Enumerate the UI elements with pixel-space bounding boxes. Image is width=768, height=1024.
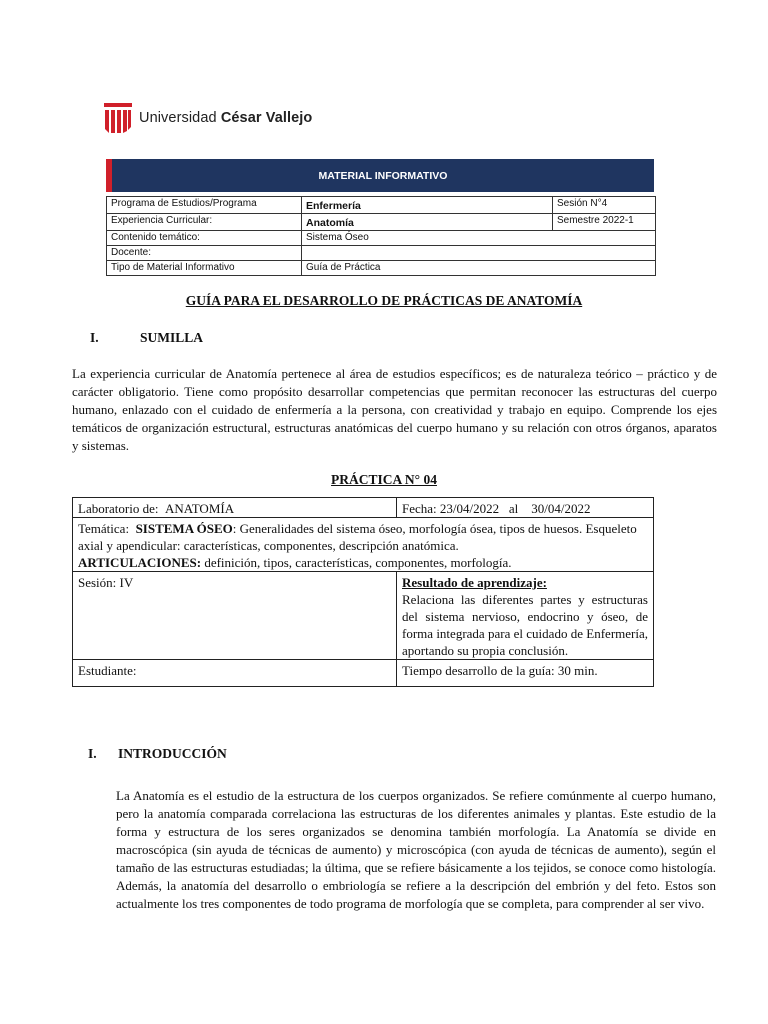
table-row bbox=[107, 214, 656, 231]
table-row bbox=[107, 261, 656, 276]
info-label: Experiencia Curricular: bbox=[107, 214, 302, 231]
practice-title: PRÁCTICA N° 04 bbox=[331, 472, 437, 487]
sumilla-paragraph: La experiencia curricular de Anatomía pertenece al área de estudios específicos; es de naturaleza teórico – práctico y de carácter obligatorio. Tiene como propósito desarrollar competencias que permitan reconocer las estructuras del cuerpo humano, enlazado con el cuidado de enfermería a la persona, con creatividad y trabajo en equipo. Comprende los ejes temáticos de organización estructural, estructuras anatómicas del cuerpo humano y su relación con otros órganos, aparatos y sistemas. bbox=[72, 366, 717, 453]
info-extra: Semestre 2022-1 bbox=[553, 214, 656, 231]
student-cell: Estudiante: bbox=[73, 660, 397, 687]
time-cell: Tiempo desarrollo de la guía: 30 min. bbox=[397, 660, 654, 687]
table-row bbox=[107, 231, 656, 246]
info-value bbox=[302, 246, 656, 261]
section-number: I. bbox=[88, 746, 97, 761]
session-cell: Sesión: IV bbox=[73, 572, 397, 660]
table-row bbox=[73, 660, 654, 687]
info-value: Anatomía bbox=[302, 214, 553, 231]
table-row bbox=[73, 572, 654, 660]
lab-cell: Laboratorio de: ANATOMÍA bbox=[73, 498, 397, 518]
result-text: Relaciona las diferentes partes y estructuras del sistema nervioso, endocrino y óseo, de forma integrada para el cuidado de Enfermería, aportando su propia conclusión. bbox=[402, 592, 648, 658]
table-row bbox=[73, 498, 654, 518]
section-title: INTRODUCCIÓN bbox=[118, 746, 227, 761]
ucv-shield-icon bbox=[104, 103, 132, 133]
result-heading: Resultado de aprendizaje: bbox=[402, 575, 547, 590]
section-title: SUMILLA bbox=[140, 330, 204, 345]
section-heading-introduccion bbox=[88, 746, 227, 762]
info-label: Tipo de Material Informativo bbox=[107, 261, 302, 276]
table-row bbox=[73, 518, 654, 572]
table-row bbox=[107, 197, 656, 214]
tematica-cell: Temática: SISTEMA ÓSEO: Generalidades del sistema óseo, morfología ósea, tipos de huesos. Esqueleto axial y apendicular: características, componentes, descripción anatómica. ARTICULACIONES: definición, tipos, características, componentes, morfología. bbox=[73, 518, 654, 572]
section-heading-sumilla bbox=[90, 330, 203, 346]
date-cell: Fecha: 23/04/2022 al 30/04/2022 bbox=[397, 498, 654, 518]
table-row bbox=[107, 246, 656, 261]
info-value: Guía de Práctica bbox=[302, 261, 656, 276]
result-cell bbox=[397, 572, 654, 660]
practice-table bbox=[72, 497, 654, 687]
info-label: Programa de Estudios/Programa bbox=[107, 197, 302, 214]
info-label: Docente: bbox=[107, 246, 302, 261]
info-value: Sistema Óseo bbox=[302, 231, 656, 246]
document-title: GUÍA PARA EL DESARROLLO DE PRÁCTICAS DE ANATOMÍA bbox=[185, 293, 583, 308]
university-name: Universidad César Vallejo bbox=[139, 110, 313, 126]
info-value: Enfermería bbox=[302, 197, 553, 214]
university-logo bbox=[104, 103, 312, 133]
info-table bbox=[106, 196, 656, 276]
info-label: Contenido temático: bbox=[107, 231, 302, 246]
introduccion-paragraph: La Anatomía es el estudio de la estructura de los cuerpos organizados. Se refiere comúnmente al cuerpo humano, pero la anatomía comparada correlaciona las estructuras de los diferentes animales y plantas. Este estudio de la forma y estructura de los seres organizados se denomina también morfología. La Anatomía se divide en macroscópica (sin ayuda de técnicas de aumento) y microscópica (con ayuda de técnicas de aumento), según el tamaño de las estructuras estudiadas; la última, que se refiere básicamente a los tejidos, se conoce como histología. Además, la anatomía del desarrollo o embriología se refiere a la descripción del embrión y del feto. Estos son actualmente los tres componentes de todo programa de morfología que se completa, para comprender al ser vivo. bbox=[116, 788, 716, 911]
section-number: I. bbox=[90, 330, 99, 345]
info-extra: Sesión N°4 bbox=[553, 197, 656, 214]
material-banner: MATERIAL INFORMATIVO bbox=[106, 159, 654, 192]
